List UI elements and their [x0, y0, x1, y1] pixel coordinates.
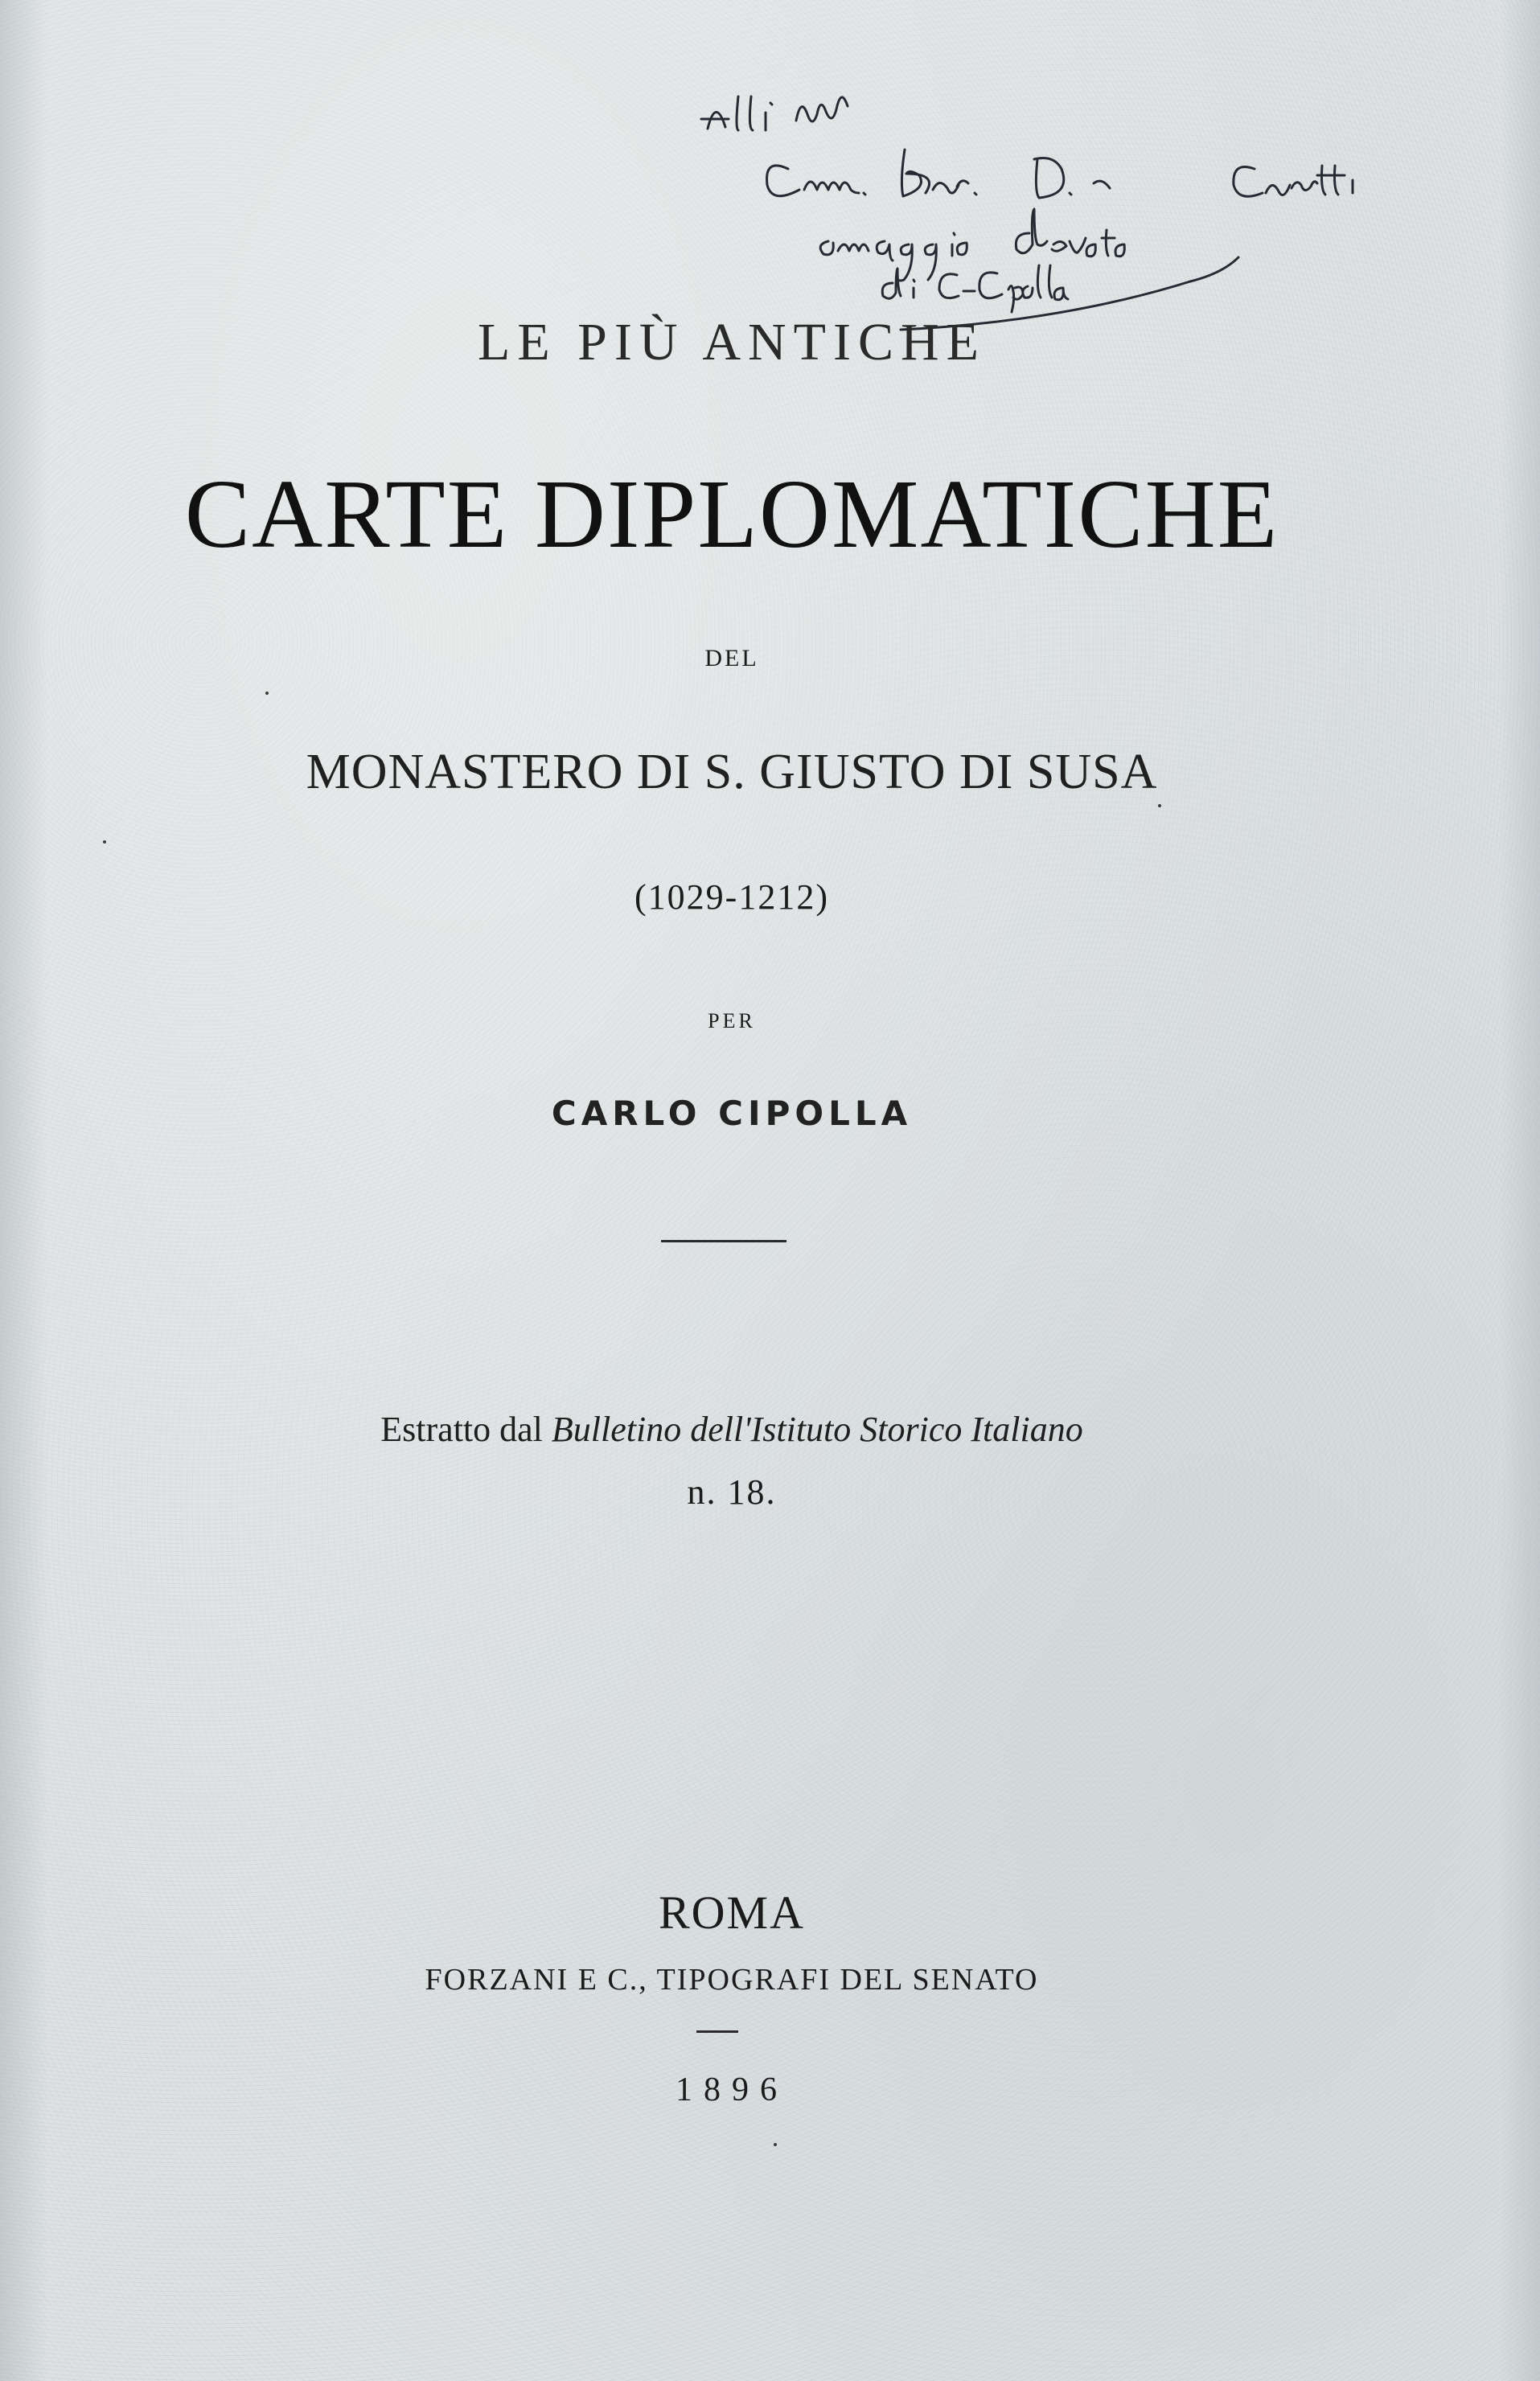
paper-speck — [265, 692, 269, 695]
extract-prefix: Estratto dal — [380, 1410, 552, 1449]
connector-per: PER — [708, 1009, 756, 1032]
extract-number: n. 18. — [687, 1472, 777, 1512]
title-line-2: CARTE DIPLOMATICHE — [184, 460, 1279, 569]
connector-del: DEL — [704, 645, 759, 671]
extract-note — [0, 1409, 1464, 1450]
divider-rule — [661, 1240, 786, 1242]
publisher-name: FORZANI E C., TIPOGRAFI DEL SENATO — [425, 1963, 1039, 1997]
title-line-1: LE PIÙ ANTICHE — [478, 313, 986, 372]
publication-year: 1896 — [676, 2071, 788, 2108]
handwritten-dedication — [692, 72, 1512, 442]
journal-title: Bulletino dell'Istituto Storico Italiano — [551, 1410, 1083, 1449]
short-divider-rule — [696, 2030, 738, 2033]
subtitle: MONASTERO DI S. GIUSTO DI SUSA — [306, 745, 1158, 799]
date-range: (1029-1212) — [634, 877, 829, 917]
author-name: CARLO CIPOLLA — [551, 1094, 913, 1133]
publication-city: ROMA — [658, 1886, 806, 1939]
dedication-signature-image — [692, 72, 1512, 442]
paper-speck — [103, 840, 106, 844]
paper-speck — [1158, 804, 1161, 807]
paper-speck — [774, 2143, 777, 2146]
